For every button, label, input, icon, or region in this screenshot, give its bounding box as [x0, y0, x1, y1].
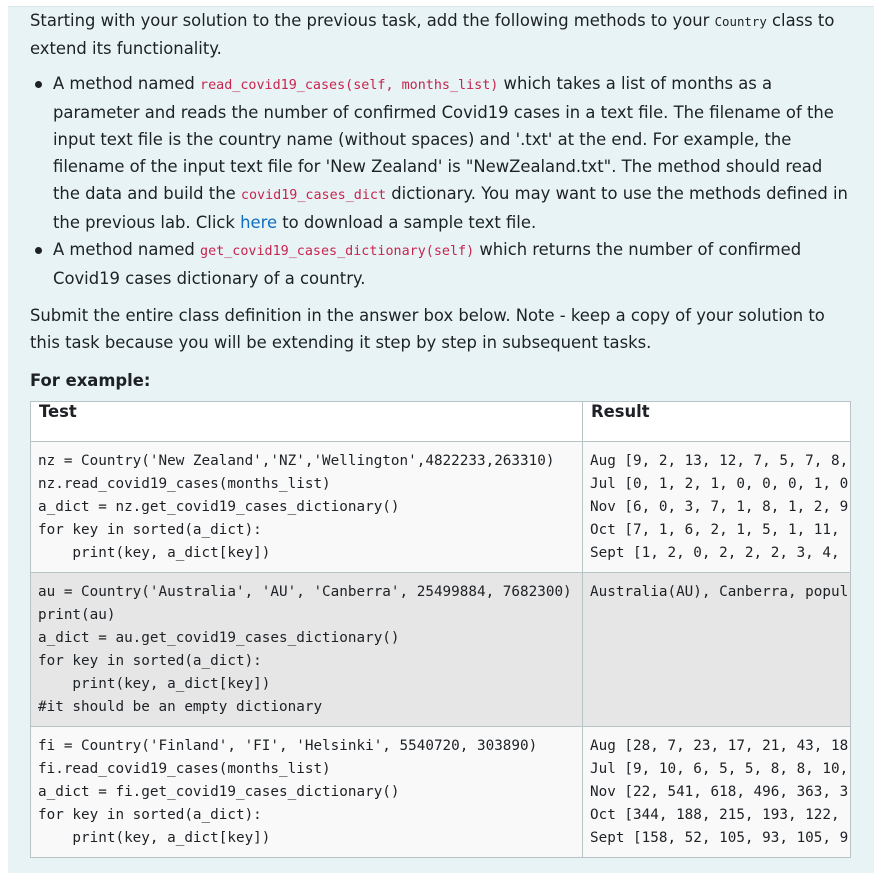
test-code-line: a_dict = fi.get_covid19_cases_dictionary()	[38, 784, 400, 800]
result-output-line: Nov [6, 0, 3, 7, 1, 8, 1, 2, 9	[590, 499, 849, 515]
result-output-line: Aug [9, 2, 13, 12, 7, 5, 7, 8,	[590, 453, 849, 469]
intro-text-before: Starting with your solution to the previous task, add the following methods to your	[30, 11, 715, 30]
table-row	[31, 727, 851, 858]
download-sample-link[interactable]: here	[240, 213, 278, 232]
result-output-line: Jul [9, 10, 6, 5, 5, 8, 8, 10,	[590, 761, 849, 777]
question-panel	[8, 6, 874, 873]
example-heading: For example:	[30, 371, 151, 390]
header-test: Test	[31, 402, 583, 442]
method-signature: get_covid19_cases_dictionary(self)	[200, 244, 475, 259]
test-code-line: print(key, a_dict[key])	[38, 830, 271, 846]
result-output-line: Oct [344, 188, 215, 193, 122,	[590, 807, 840, 823]
submit-instructions: Submit the entire class definition in the answer box below. Note - keep a copy of your solution to this task because you will be extending it step by step in subsequent tasks.	[30, 306, 825, 352]
test-code-line: print(au)	[38, 607, 116, 623]
test-cell	[31, 573, 583, 727]
table-row	[31, 573, 851, 727]
test-code-line: for key in sorted(a_dict):	[38, 807, 262, 823]
test-code-line: print(key, a_dict[key])	[38, 676, 271, 692]
test-code-line: fi = Country('Finland', 'FI', 'Helsinki', 5540720, 303890)	[38, 738, 538, 754]
bullet-text: A method named	[53, 74, 201, 93]
dict-name-code: covid19_cases_dict	[240, 188, 387, 203]
test-code-line: au = Country('Australia', 'AU', 'Canberra', 25499884, 7682300)	[38, 584, 572, 600]
result-output-line: Sept [158, 52, 105, 93, 105, 9	[590, 830, 849, 846]
intro-code-class: Country	[714, 14, 767, 29]
method-list-item	[53, 236, 853, 292]
test-code-line: a_dict = au.get_covid19_cases_dictionary()	[38, 630, 400, 646]
test-code-line: #it should be an empty dictionary	[38, 699, 323, 715]
result-cell	[583, 442, 851, 573]
intro-paragraph	[30, 7, 850, 62]
result-output-line: Australia(AU), Canberra, popul	[590, 584, 849, 600]
test-cell	[31, 727, 583, 858]
result-output-line: Oct [7, 1, 6, 2, 1, 5, 1, 11,	[590, 522, 840, 538]
bullet-text: to download a sample text file.	[277, 213, 537, 232]
bullet-icon	[35, 247, 42, 254]
result-output-line: Nov [22, 541, 618, 496, 363, 3	[590, 784, 849, 800]
test-code-line: nz = Country('New Zealand','NZ','Wellington',4822233,263310)	[38, 453, 555, 469]
result-output-line: Sept [1, 2, 0, 2, 2, 2, 3, 4,	[590, 545, 840, 561]
result-cell	[583, 573, 851, 727]
method-list	[30, 70, 853, 292]
table-body	[31, 442, 851, 858]
test-cell	[31, 442, 583, 573]
bullet-text: which returns the number of confirmed Covid19 cases dictionary of a country.	[53, 240, 802, 288]
examples-table	[30, 401, 851, 858]
result-cell	[583, 727, 851, 858]
result-output-line: Aug [28, 7, 23, 17, 21, 43, 18	[590, 738, 849, 754]
intro-text-after: class to extend its functionality.	[30, 11, 835, 58]
result-output-line: Jul [0, 1, 2, 1, 0, 0, 0, 1, 0	[590, 476, 849, 492]
test-code-line: nz.read_covid19_cases(months_list)	[38, 476, 331, 492]
bullet-icon	[35, 81, 42, 88]
bullet-text: which takes a list of months as a parameter and reads the number of confirmed Covid19 cases in a text file. The filename of the input text file is the country name (without spaces) and '.txt' at the end. For example, the filename of the input text file for 'New Zealand' is "NewZealand.txt". The method should read the data and build the	[53, 74, 834, 203]
table-header-row	[31, 402, 851, 442]
bullet-text: dictionary. You may want to use the methods defined in the previous lab. Click	[53, 184, 848, 232]
test-code-line: for key in sorted(a_dict):	[38, 653, 262, 669]
header-result: Result	[583, 402, 851, 442]
test-code-line: fi.read_covid19_cases(months_list)	[38, 761, 331, 777]
test-code-line: a_dict = nz.get_covid19_cases_dictionary()	[38, 499, 400, 515]
table-row	[31, 442, 851, 573]
test-code-line: print(key, a_dict[key])	[38, 545, 271, 561]
test-code-line: for key in sorted(a_dict):	[38, 522, 262, 538]
method-list-item	[53, 70, 853, 236]
bullet-text: A method named	[53, 240, 201, 259]
method-signature: read_covid19_cases(self, months_list)	[200, 78, 499, 93]
